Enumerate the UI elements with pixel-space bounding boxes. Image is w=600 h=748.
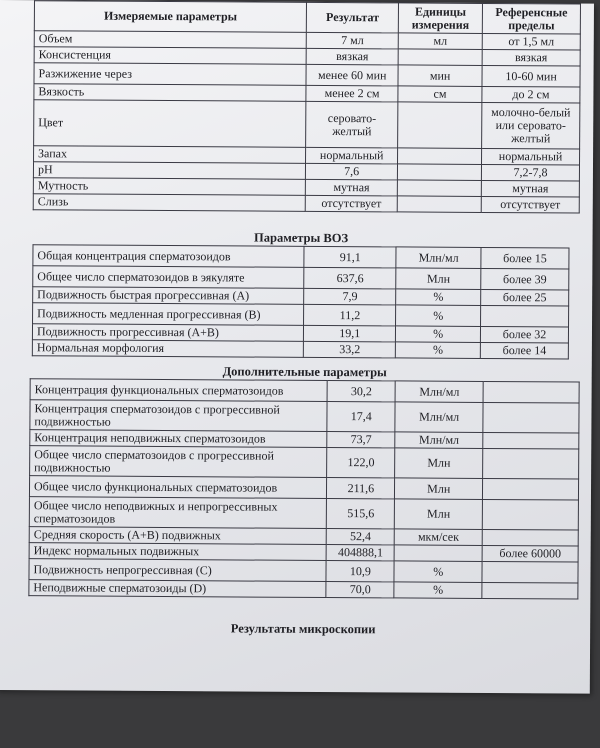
unit-cell: мин <box>398 65 482 87</box>
ref-cell: от 1,5 мл <box>482 33 580 50</box>
ref-cell: до 2 см <box>482 86 580 103</box>
unit-cell: мл <box>398 33 482 50</box>
table-row <box>32 340 568 359</box>
result-cell: менее 2 см <box>306 85 398 102</box>
ref-cell: более 39 <box>481 268 569 290</box>
unit-cell <box>398 148 482 165</box>
ref-cell <box>483 381 579 403</box>
param-cell: Концентрация сперматозоидов с прогрессивной подвижностью <box>30 400 328 432</box>
result-cell: нормальный <box>306 147 398 164</box>
ref-cell: отсутствует <box>481 196 579 213</box>
unit-cell <box>398 164 482 181</box>
table-row <box>33 194 579 213</box>
ref-cell: более 60000 <box>482 545 578 562</box>
result-cell: 404888,1 <box>326 545 394 561</box>
table-header-row <box>34 1 580 34</box>
param-cell: Средняя скорость (А+В) подвижных <box>29 527 326 545</box>
ref-cell <box>482 529 578 546</box>
param-cell: Разжижение через <box>34 63 306 86</box>
unit-cell: % <box>394 561 482 583</box>
ref-cell <box>482 561 578 583</box>
result-cell: 73,7 <box>327 432 395 448</box>
ref-cell: вязкая <box>482 49 580 66</box>
table-row <box>29 497 578 530</box>
result-cell: 70,0 <box>326 582 394 598</box>
unit-cell: % <box>396 342 481 359</box>
unit-cell: Млн/мл <box>395 402 483 433</box>
param-cell: pH <box>33 162 305 180</box>
unit-cell <box>398 102 482 149</box>
header-result: Результат <box>307 2 399 33</box>
result-cell: 7,9 <box>304 288 396 305</box>
param-cell: Консистенция <box>34 47 306 65</box>
unit-cell <box>398 49 482 66</box>
param-cell: Общая концентрация сперматозоидов <box>33 245 305 268</box>
param-cell: Подвижность быстрая прогрессивная (А) <box>33 287 305 305</box>
result-cell: 7 мл <box>306 32 398 49</box>
result-cell: отсутствует <box>305 195 397 212</box>
unit-cell: Млн <box>395 478 483 500</box>
result-cell: 19,1 <box>304 325 396 342</box>
ref-cell <box>481 305 569 327</box>
result-cell: вязкая <box>306 48 398 65</box>
unit-cell: % <box>396 289 481 306</box>
result-cell: серовато-желтый <box>306 101 398 148</box>
unit-cell <box>394 545 482 562</box>
param-cell: Неподвижные сперматозоиды (D) <box>29 580 326 598</box>
ref-cell <box>483 478 579 500</box>
param-cell: Нормальная морфология <box>32 340 304 358</box>
ref-cell: 10-60 мин <box>482 65 580 87</box>
result-cell: менее 60 мин <box>306 64 398 86</box>
param-cell: Слизь <box>33 194 305 212</box>
result-cell: 11,2 <box>304 304 396 326</box>
result-cell: мутная <box>306 179 398 196</box>
param-cell: Общее число функциональных сперматозоидов <box>29 476 326 499</box>
unit-cell: % <box>396 326 481 343</box>
param-cell: Общее число неподвижных и непрогрессивных сперматозоидов <box>29 497 327 529</box>
who-params-table <box>32 244 570 359</box>
param-cell: Концентрация неподвижных сперматозоидов <box>30 430 327 448</box>
ref-cell: молочно-белый или серовато-желтый <box>482 102 580 149</box>
table-row <box>30 400 579 433</box>
ref-cell <box>483 432 579 449</box>
unit-cell: Млн/мл <box>395 432 483 449</box>
result-cell: 122,0 <box>327 448 395 478</box>
unit-cell: % <box>396 305 481 327</box>
result-cell: 91,1 <box>304 246 396 268</box>
table-row <box>29 580 578 599</box>
section-title-microscopy: Результаты микроскопии <box>230 621 376 637</box>
param-cell: Общее число сперматозоидов в эякуляте <box>33 266 305 289</box>
additional-params-table <box>28 378 579 599</box>
ref-cell: мутная <box>481 180 579 197</box>
table-row <box>34 100 580 149</box>
unit-cell: см <box>398 86 482 103</box>
ref-cell: более 14 <box>480 342 568 359</box>
ref-cell <box>482 499 578 530</box>
ref-cell: более 15 <box>481 247 569 269</box>
param-cell: Подвижность прогрессивная (А+В) <box>32 324 304 342</box>
result-cell: 637,6 <box>304 267 396 289</box>
param-cell: Объем <box>34 31 306 49</box>
param-cell: Индекс нормальных подвижных <box>29 543 326 561</box>
header-param: Измеряемые параметры <box>34 1 306 33</box>
result-cell: 33,2 <box>304 341 396 358</box>
ref-cell <box>483 402 579 433</box>
unit-cell: Млн <box>395 499 483 530</box>
unit-cell: Млн/мл <box>395 381 483 403</box>
table-row <box>30 446 579 479</box>
unit-cell: % <box>394 582 482 599</box>
unit-cell <box>397 196 481 213</box>
param-cell: Запах <box>34 146 306 164</box>
param-cell: Общее число сперматозоидов с прогрессивной подвижностью <box>30 446 328 478</box>
param-cell: Концентрация функциональных сперматозоидов <box>30 379 327 402</box>
param-cell: Цвет <box>34 100 306 148</box>
param-cell: Вязкость <box>34 84 306 102</box>
param-cell: Мутность <box>33 178 305 196</box>
ref-cell: нормальный <box>482 148 580 165</box>
header-ref: Референсные пределы <box>482 3 580 34</box>
section-title-who: Параметры ВОЗ <box>253 230 349 246</box>
unit-cell: Млн <box>396 268 481 290</box>
section-title-additional: Дополнительные параметры <box>222 364 387 380</box>
unit-cell: Млн/мл <box>396 247 481 269</box>
result-cell: 17,4 <box>327 402 395 432</box>
header-unit: Единицы измерения <box>398 3 482 34</box>
result-cell: 30,2 <box>327 381 395 402</box>
ref-cell: более 25 <box>481 289 569 306</box>
result-cell: 211,6 <box>327 478 395 499</box>
param-cell: Подвижность непрогрессивная (С) <box>29 559 326 582</box>
result-cell: 7,6 <box>306 163 398 180</box>
ref-cell <box>482 582 578 599</box>
unit-cell: Млн <box>395 448 483 479</box>
ref-cell <box>483 448 579 479</box>
result-cell: 52,4 <box>327 529 395 545</box>
ref-cell: 7,2-7,8 <box>481 164 579 181</box>
unit-cell <box>397 180 481 197</box>
param-cell: Подвижность медленная прогрессивная (В) <box>33 303 305 326</box>
basic-params-table <box>33 0 581 213</box>
ref-cell: более 32 <box>481 326 569 343</box>
result-cell: 10,9 <box>326 561 394 582</box>
result-cell: 515,6 <box>327 499 395 529</box>
unit-cell: мкм/сек <box>395 529 483 546</box>
